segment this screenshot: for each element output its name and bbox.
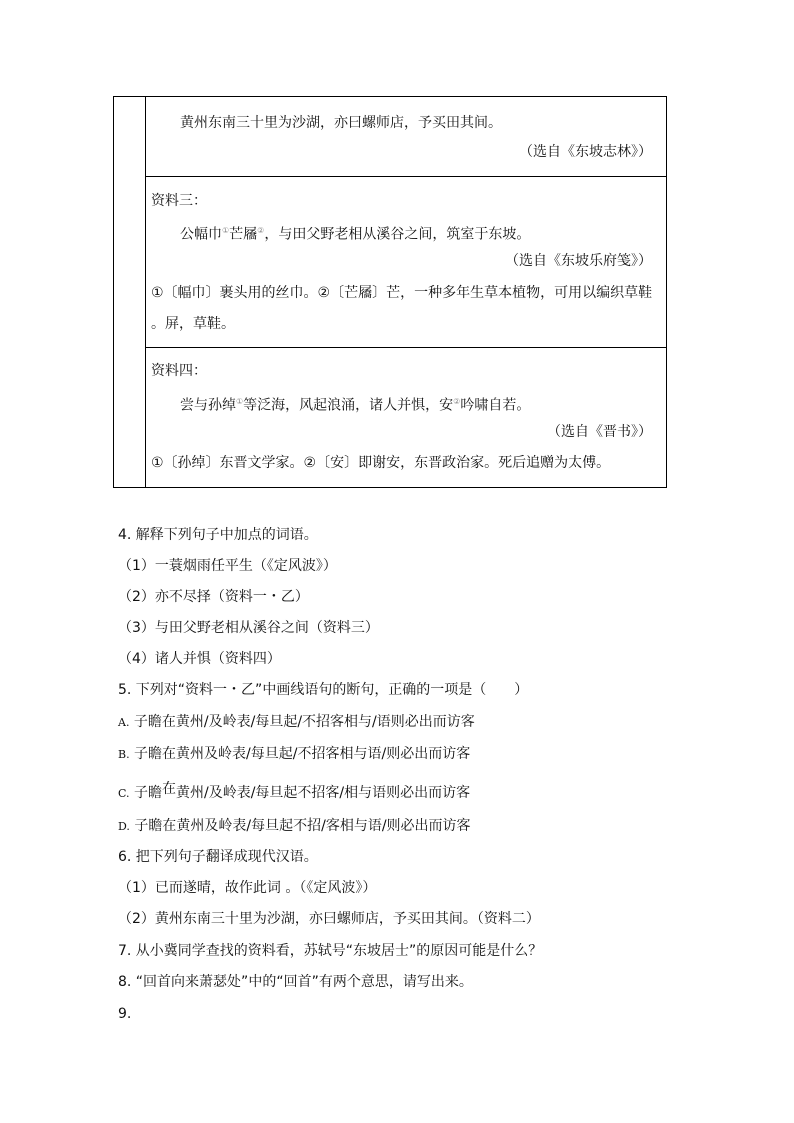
question-5-option-c: C. 子瞻在黄州/及岭表/每旦起不招客/相与语则必出而访客: [118, 781, 471, 801]
material-three-source: （选自《东坡乐府笺》）: [505, 253, 652, 269]
material-four-label: 资料四：: [151, 363, 207, 379]
footnote-marker: ②: [257, 226, 265, 235]
question-4-item-1: （1）一蓑烟雨任平生（《定风波》）: [118, 558, 337, 574]
question-4-item-4: （4）诸人并惧（资料四）: [118, 651, 281, 667]
material-four-note: ①〔孙绰〕东晋文学家。②〔安〕即谢安，东晋政治家。死后追赠为太傅。: [151, 455, 611, 471]
footnote-marker: ①: [222, 226, 230, 235]
material-four-text: 尝与孙绰①等泛海，风起浪涌，诸人并惧，安②吟啸自若。: [180, 397, 531, 414]
question-7: 7. 从小冀同学查找的资料看，苏轼号“东坡居士”的原因可能是什么？: [118, 943, 543, 959]
question-6-item-1: （1）已而遂晴，故作此词 。（《定风波》）: [118, 880, 377, 896]
question-5: 5. 下列对“资料一・乙”中画线语句的断句，正确的一项是（ ）: [118, 682, 529, 698]
question-4-item-2: （2）亦不尽择（资料一・乙）: [118, 589, 309, 605]
footnote-marker: ②: [453, 397, 461, 406]
materials-table: [113, 96, 667, 488]
question-8: 8. “回首向来萧瑟处”中的“回首”有两个意思，请写出来。: [118, 974, 473, 990]
question-6-item-2: （2）黄州东南三十里为沙湖，亦曰螺师店，予买田其间。（资料二）: [118, 911, 540, 927]
question-6: 6. 把下列句子翻译成现代汉语。: [118, 849, 318, 865]
question-5-option-b: B. 子瞻在黄州及岭表/每旦起/不招客相与语/则必出而访客: [118, 746, 471, 762]
question-5-option-d: D. 子瞻在黄州及岭表/每旦起不招/客相与语/则必出而访客: [118, 818, 471, 834]
material-four-cell: [145, 347, 666, 489]
material-two-source: （选自《东坡志林》）: [519, 144, 652, 160]
footnote-marker: ①: [236, 397, 244, 406]
material-three-note-line2: 。屏，草鞋。: [151, 316, 235, 332]
material-three-label: 资料三：: [151, 193, 207, 209]
material-four-source: （选自《晋书》）: [547, 424, 652, 440]
material-two-cell: [145, 97, 666, 176]
material-two-text: 黄州东南三十里为沙湖，亦曰螺师店，予买田其间。: [180, 115, 502, 131]
question-4-item-3: （3）与田父野老相从溪谷之间（资料三）: [118, 620, 379, 636]
question-4: 4. 解释下列句子中加点的词语。: [118, 527, 318, 543]
table-left-column: [114, 97, 146, 487]
material-three-text: 公幅巾①芒屩②，与田父野老相从溪谷之间，筑室于东坡。: [180, 226, 531, 243]
question-5-option-a: A. 子瞻在黄州/及岭表/每旦起/不招客相与/语则必出而访客: [118, 714, 475, 730]
material-three-cell: [145, 176, 666, 348]
question-9: 9.: [118, 1006, 132, 1022]
material-three-note-line1: ①〔幅巾〕裹头用的丝巾。②〔芒屩〕芒，一种多年生草本植物，可用以编织草鞋: [151, 285, 653, 301]
